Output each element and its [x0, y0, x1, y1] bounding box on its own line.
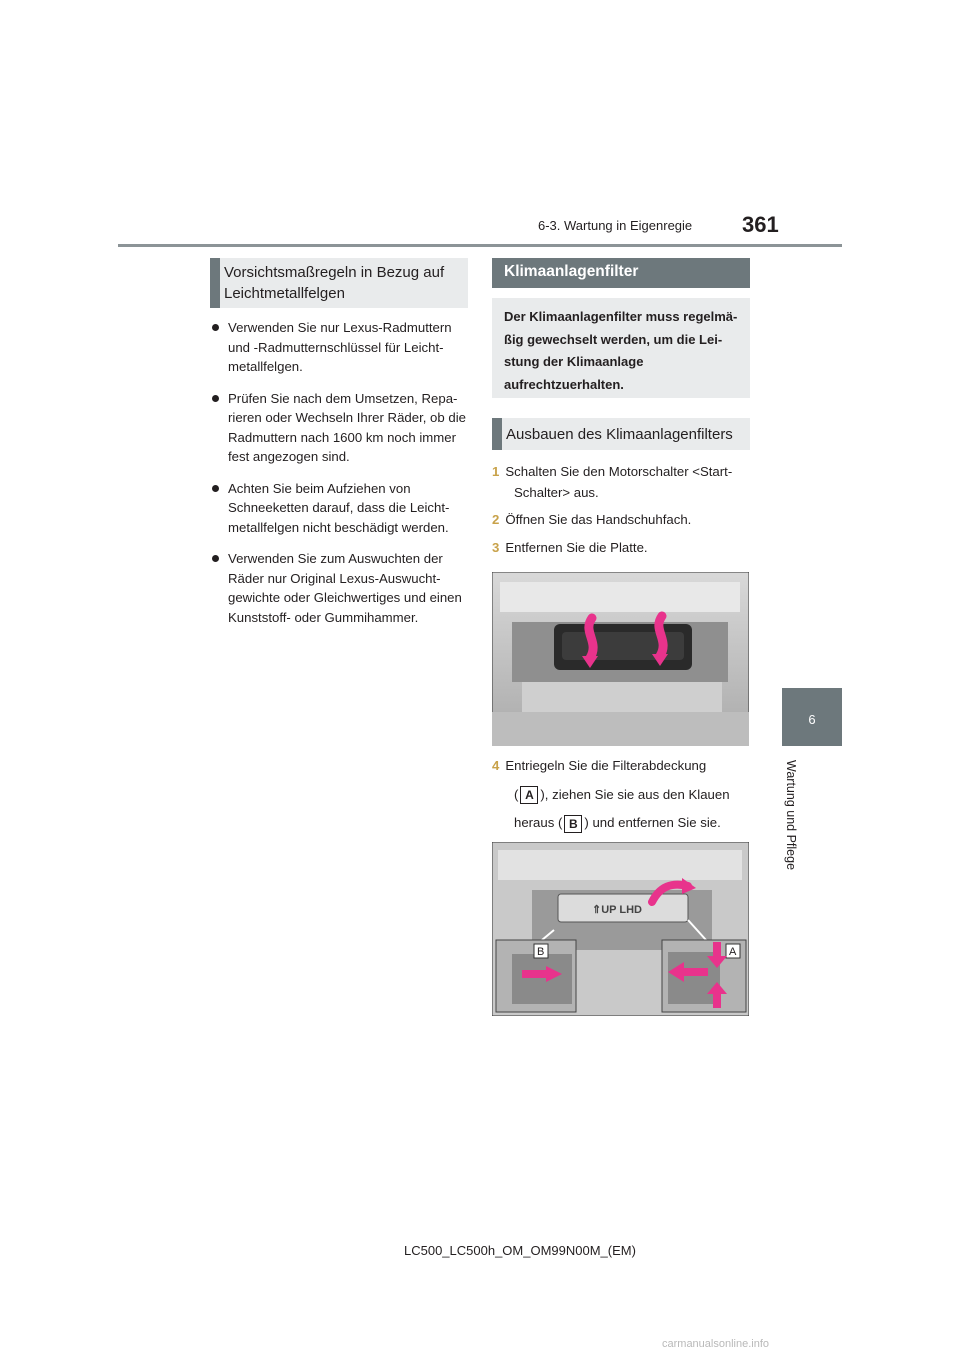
intro-text: Der Klimaanlagenfilter muss regelmä-ßig gewechselt werden, um die Lei-stung der Klimaanlage aufrechtzuerhalten.	[504, 309, 738, 392]
step-4	[492, 752, 754, 838]
chapter-label	[780, 760, 808, 890]
intro-box	[492, 298, 750, 398]
caution-box-bar	[210, 258, 220, 308]
step-1	[492, 461, 754, 503]
page-number: 361	[742, 212, 779, 237]
figure-remove-plate	[492, 572, 749, 746]
chapter-label-text: Wartung und Pflege	[784, 760, 798, 871]
list-item: Verwenden Sie nur Lexus-Radmuttern und -Radmutternschlüssel für Leicht-metallfelgen.	[210, 318, 472, 377]
step-number: 2	[492, 512, 500, 527]
inset-label-a: A	[729, 946, 737, 958]
step-text: heraus (	[514, 815, 563, 830]
list-item: Achten Sie beim Aufziehen von Schneeketten darauf, dass die Leicht-metallfelgen nicht beschädigt werden.	[210, 479, 472, 538]
step-number: 4	[492, 758, 500, 773]
step-text: Entriegeln Sie die Filterabdeckung	[505, 758, 707, 773]
filter-label: ⇑UP LHD	[592, 904, 642, 916]
step-number: 1	[492, 464, 500, 479]
step-text: Entfernen Sie die Platte.	[505, 540, 648, 555]
chapter-number: 6	[808, 712, 816, 727]
caution-title-line1: Vorsichtsmaßregeln in Bezug auf	[224, 264, 445, 281]
step-text: Schalten Sie den Motorschalter <Start-	[505, 464, 733, 479]
watermark: carmanualsonline.info	[662, 1338, 770, 1350]
step-text: ), ziehen Sie sie aus den Klauen	[540, 786, 730, 802]
subsection-title: Ausbauen des Klimaanlagenfilters	[506, 426, 733, 443]
figure-filter-cover	[492, 842, 749, 1016]
step-number: 3	[492, 540, 500, 555]
step-2	[492, 509, 754, 530]
caution-title-line2: Leichtmetallfelgen	[224, 285, 345, 302]
step-text: (	[514, 786, 519, 802]
label-a: A	[520, 786, 538, 804]
step-3	[492, 537, 754, 558]
document-code: LC500_LC500h_OM_OM99N00M_(EM)	[404, 1243, 636, 1258]
label-b: B	[564, 815, 582, 833]
caution-list	[210, 318, 472, 639]
subsection-box	[492, 418, 750, 450]
list-item: Prüfen Sie nach dem Umsetzen, Repa-rieren oder Wechseln Ihrer Räder, ob die Radmuttern nach 1600 km noch immer fest angezogen sind.	[210, 389, 472, 467]
header-rule	[118, 244, 842, 247]
inset-a	[662, 940, 746, 1012]
step-text: ) und entfernen Sie sie.	[584, 815, 721, 830]
caution-box	[210, 258, 468, 308]
subsection-box-bar	[492, 418, 502, 450]
step-text: Öffnen Sie das Handschuhfach.	[505, 512, 692, 527]
section-title: 6-3. Wartung in Eigenregie	[538, 218, 693, 233]
list-item: Verwenden Sie zum Auswuchten der Räder nur Original Lexus-Auswucht-gewichte oder Gleichwertiges und einen Kunststoff- oder Gummihammer.	[210, 549, 472, 627]
step-text-cont: Schalter> aus.	[514, 485, 599, 500]
inset-b	[496, 940, 576, 1012]
section-heading: Klimaanlagenfilter	[504, 263, 639, 280]
inset-label-b: B	[537, 946, 545, 958]
section-heading-box	[492, 258, 750, 288]
